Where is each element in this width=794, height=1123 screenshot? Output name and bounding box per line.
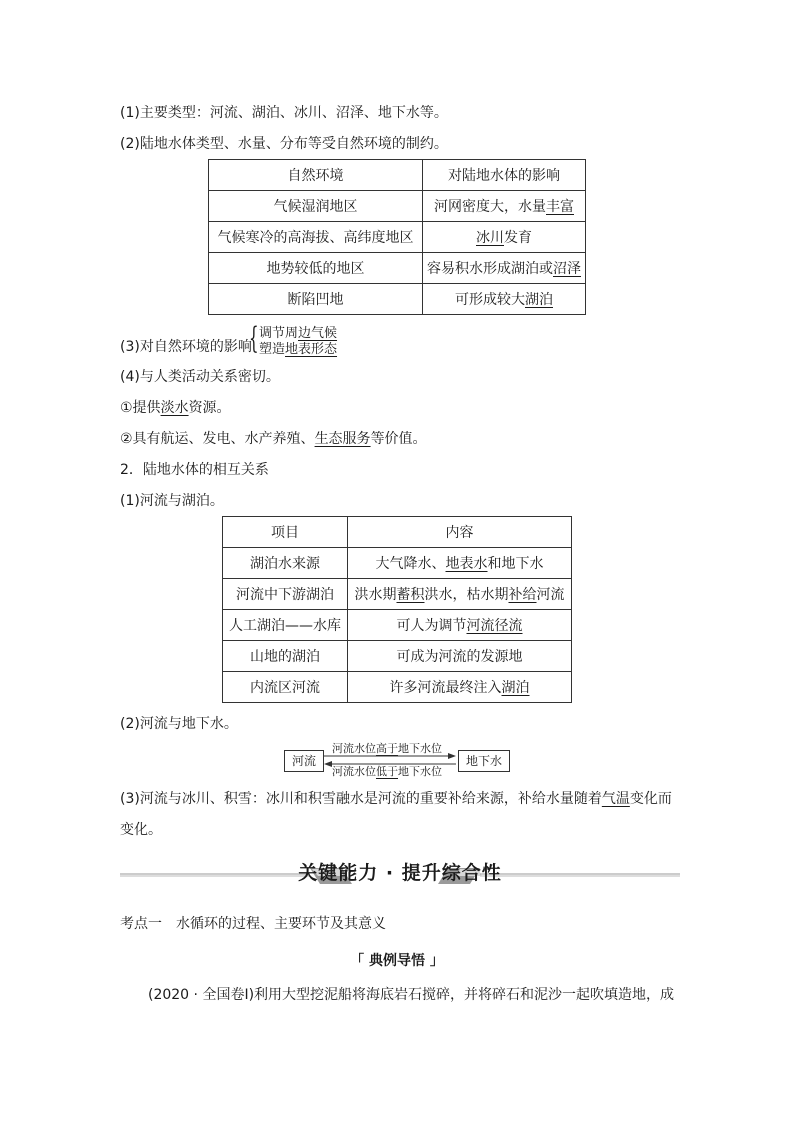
table-header-row bbox=[209, 160, 586, 191]
table-cell: 许多河流最终注入湖泊 bbox=[348, 672, 572, 703]
section-heading-relations: 2．陆地水体的相互关系 bbox=[120, 462, 269, 478]
table-cell: 可人为调节河流径流 bbox=[348, 610, 572, 641]
table-row bbox=[223, 641, 572, 672]
paragraph-human-activity: (4)与人类活动关系密切。 bbox=[120, 369, 280, 385]
table-row bbox=[209, 284, 586, 315]
paragraph-main-types: (1)主要类型：河流、湖泊、冰川、沼泽、地下水等。 bbox=[120, 105, 448, 121]
paragraph-river-lake: (1)河流与湖泊。 bbox=[120, 493, 224, 509]
paragraph-value: ②具有航运、发电、水产养殖、生态服务等价值。 bbox=[120, 431, 427, 447]
paragraph-freshwater: ①提供淡水资源。 bbox=[120, 400, 231, 416]
banner-title: 关键能力 · 提升综合性 bbox=[298, 862, 502, 884]
table-cell: 人工湖泊——水库 bbox=[223, 610, 348, 641]
table-cell: 河流中下游湖泊 bbox=[223, 579, 348, 610]
environment-table bbox=[208, 159, 586, 315]
table-row bbox=[223, 672, 572, 703]
table-cell: 气候湿润地区 bbox=[209, 191, 423, 222]
river-lake-table bbox=[222, 516, 572, 703]
table-row bbox=[223, 610, 572, 641]
table-cell: 冰川发育 bbox=[423, 222, 586, 253]
table-cell: 气候寒冷的高海拔、高纬度地区 bbox=[209, 222, 423, 253]
section-banner bbox=[120, 856, 680, 896]
table-cell: 可成为河流的发源地 bbox=[348, 641, 572, 672]
paragraph-river-groundwater: (2)河流与地下水。 bbox=[120, 716, 238, 732]
example-question: (2020 · 全国卷Ⅰ)利用大型挖泥船将海底岩石搅碎，并将碎石和泥沙一起吹填造地，成 bbox=[148, 987, 675, 1003]
table-cell: 断陷凹地 bbox=[209, 284, 423, 315]
table-row bbox=[223, 548, 572, 579]
table-cell: 容易积水形成湖泊或沼泽 bbox=[423, 253, 586, 284]
arrow-right-icon bbox=[448, 753, 456, 759]
table-cell: 大气降水、地表水和地下水 bbox=[348, 548, 572, 579]
arrow-left-icon bbox=[324, 761, 332, 767]
diagram-river-box: 河流 bbox=[284, 750, 324, 772]
influence-lead: (3)对自然环境的影响 bbox=[120, 339, 252, 355]
table-cell: 山地的湖泊 bbox=[223, 641, 348, 672]
influence-item-climate: 调节周边气候 bbox=[259, 326, 338, 341]
table-cell: 地势较低的地区 bbox=[209, 253, 423, 284]
example-title: 「 典例导悟 」 bbox=[350, 953, 444, 969]
table-header-cell: 对陆地水体的影响 bbox=[423, 160, 586, 191]
table-row bbox=[223, 579, 572, 610]
table-header-cell: 项目 bbox=[223, 517, 348, 548]
diagram-arrows bbox=[322, 752, 458, 768]
paragraph-glacier-snow: (3)河流与冰川、积雪：冰川和积雪融水是河流的重要补给来源，补给水量随着气温变化而 bbox=[120, 791, 672, 807]
table-header-row bbox=[223, 517, 572, 548]
paragraph-change: 变化。 bbox=[120, 822, 162, 838]
table-cell: 可形成较大湖泊 bbox=[423, 284, 586, 315]
diagram-label-top: 河流水位高于地下水位 bbox=[332, 742, 442, 755]
table-header-cell: 自然环境 bbox=[209, 160, 423, 191]
table-row bbox=[209, 191, 586, 222]
influence-item-landform: 塑造地表形态 bbox=[259, 342, 338, 357]
diagram-groundwater-box: 地下水 bbox=[458, 750, 510, 772]
exam-point-heading: 考点一 水循环的过程、主要环节及其意义 bbox=[120, 916, 386, 932]
brace-symbol: { bbox=[249, 321, 259, 356]
diagram-label-bottom: 河流水位低于地下水位 bbox=[332, 765, 442, 778]
table-cell: 河网密度大，水量丰富 bbox=[423, 191, 586, 222]
table-row bbox=[209, 253, 586, 284]
paragraph-constraint: (2)陆地水体类型、水量、分布等受自然环境的制约。 bbox=[120, 136, 448, 152]
table-row bbox=[209, 222, 586, 253]
table-cell: 湖泊水来源 bbox=[223, 548, 348, 579]
table-header-cell: 内容 bbox=[348, 517, 572, 548]
table-cell: 洪水期蓄积洪水，枯水期补给河流 bbox=[348, 579, 572, 610]
table-cell: 内流区河流 bbox=[223, 672, 348, 703]
